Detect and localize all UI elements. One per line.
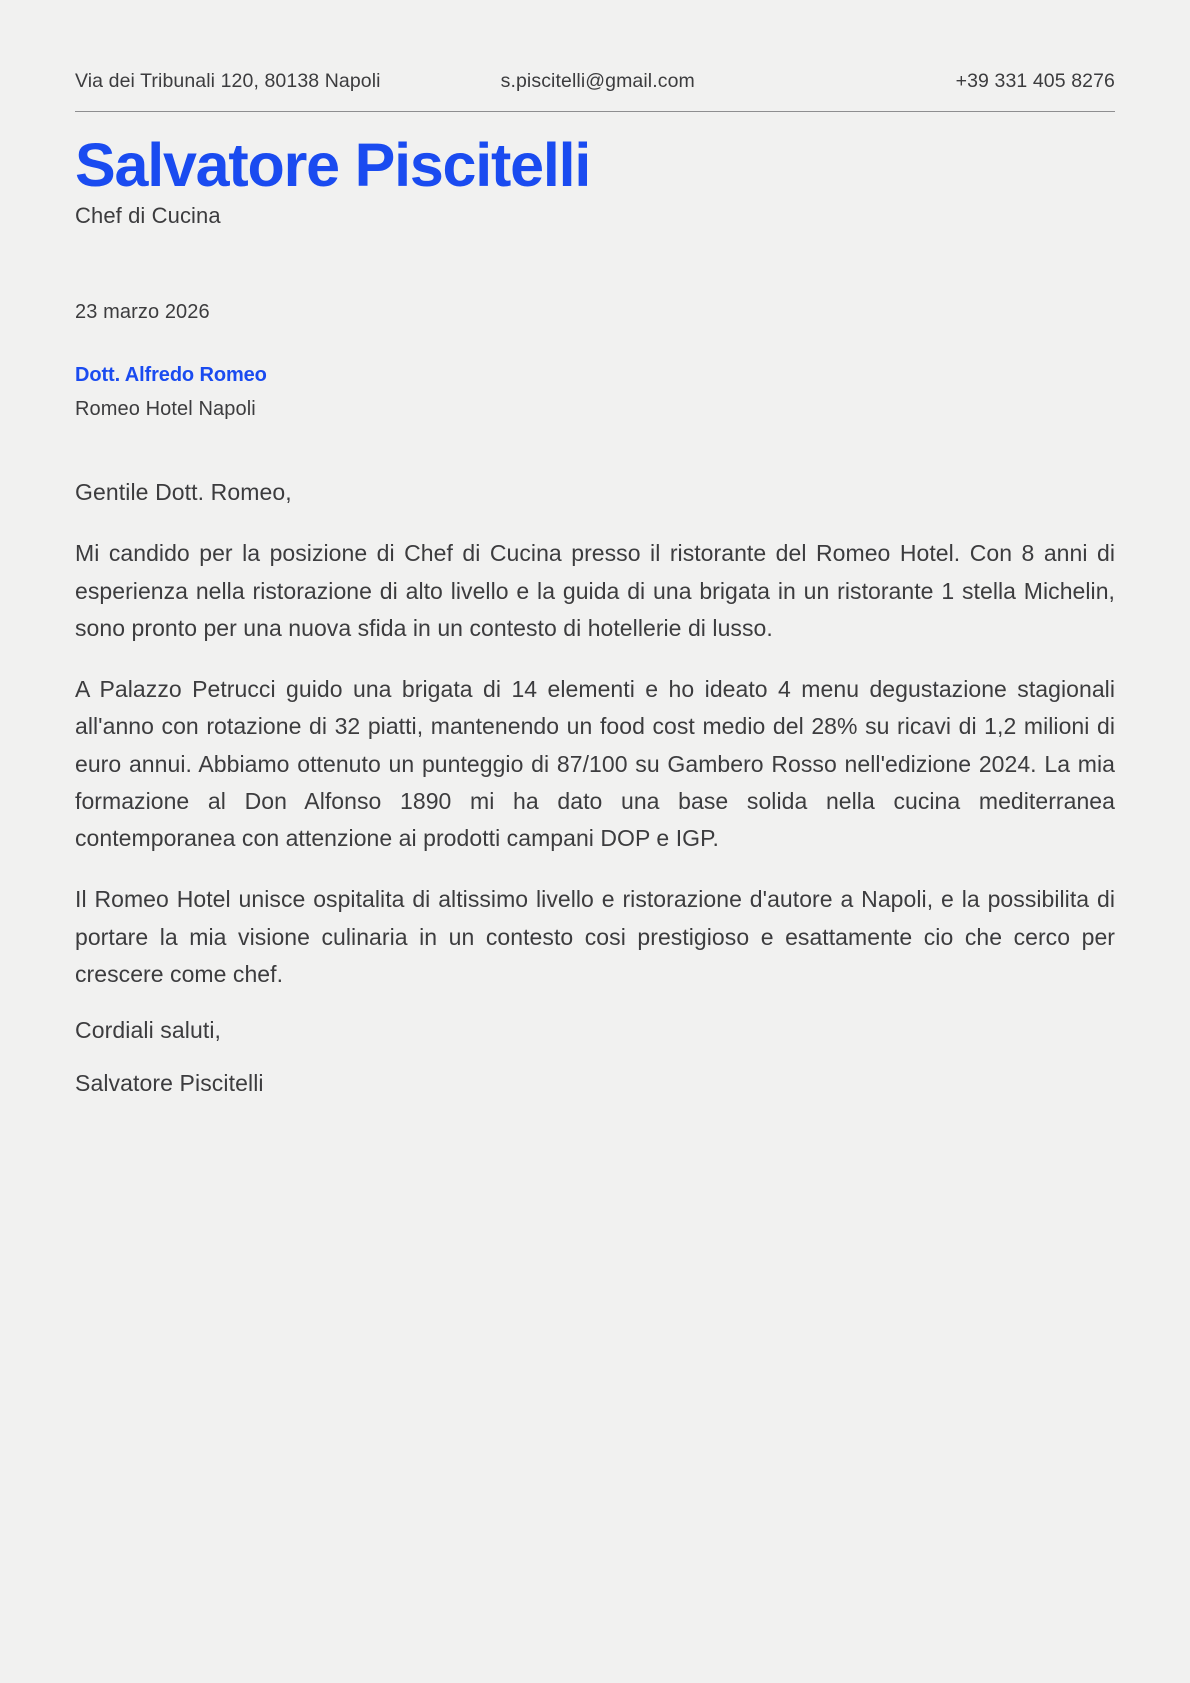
header-divider	[75, 111, 1115, 112]
recipient-company: Romeo Hotel Napoli	[75, 398, 256, 421]
job-title: Chef di Cucina	[75, 203, 221, 229]
contact-address: Via dei Tribunali 120, 80138 Napoli	[75, 70, 381, 92]
letter-paragraph-3: Il Romeo Hotel unisce ospitalita di altissimo livello e ristorazione d'autore a Napoli, e la possibilita di portare la mia visione culinaria in un contesto cosi prestigioso e esattamente cio che cerco per crescere come chef.	[75, 886, 1115, 987]
letter-paragraph-1: Mi candido per la posizione di Chef di Cucina presso il ristorante del Romeo Hotel. Con 8 anni di esperienza nella ristorazione di alto livello e la guida di una brigata in un ristorante 1 stella Michelin, sono pronto per una nuova sfida in un contesto di hotellerie di lusso.	[75, 540, 1115, 641]
contact-header	[75, 70, 1115, 111]
signature-name: Salvatore Piscitelli	[75, 1070, 264, 1097]
recipient-name: Dott. Alfredo Romeo	[75, 364, 267, 387]
letter-paragraph-2: A Palazzo Petrucci guido una brigata di 14 elementi e ho ideato 4 menu degustazione stagionali all'anno con rotazione di 32 piatti, mantenendo un food cost medio del 28% su ricavi di 1,2 milioni di euro annui. Abbiamo ottenuto un punteggio di 87/100 su Gambero Rosso nell'edizione 2024. La mia formazione al Don Alfonso 1890 mi ha dato una base solida nella cucina mediterranea contemporanea con attenzione ai prodotti campani DOP e IGP.	[75, 676, 1115, 852]
letter-body	[75, 479, 1115, 1097]
closing-line: Cordiali saluti,	[75, 1017, 222, 1044]
letter-date: 23 marzo 2026	[75, 301, 210, 324]
page-title: Salvatore Piscitelli	[75, 131, 591, 199]
salutation: Gentile Dott. Romeo,	[75, 479, 292, 506]
contact-email: s.piscitelli@gmail.com	[500, 70, 695, 92]
contact-phone: +39 331 405 8276	[955, 70, 1115, 92]
